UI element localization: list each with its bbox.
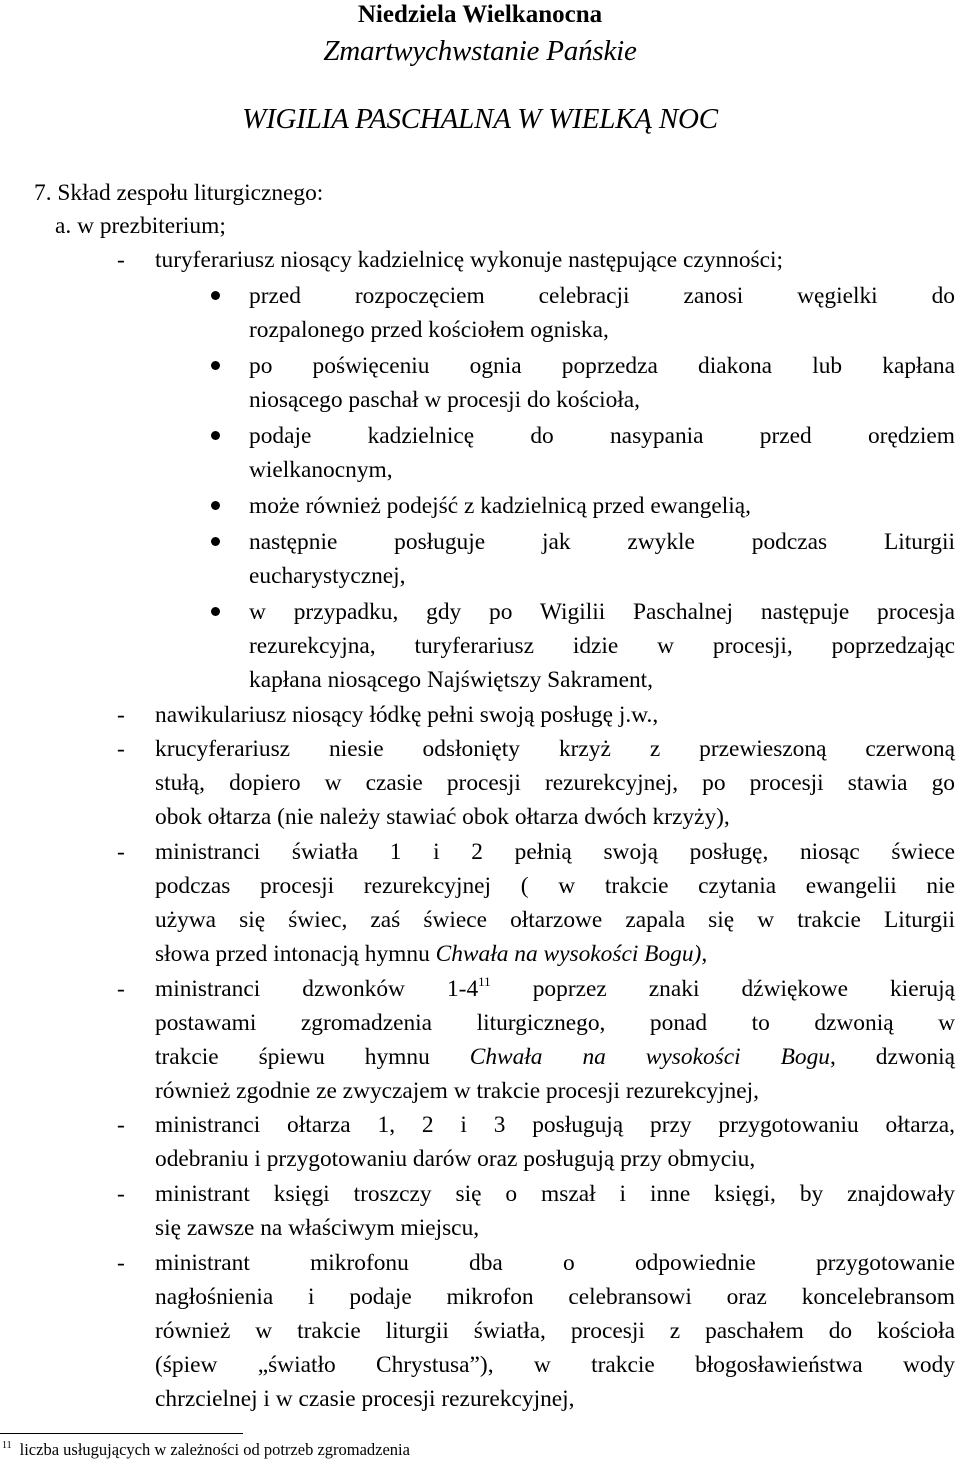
role-mic-line: (śpiew „światło Chrystusa”), w trakcie błogosławieństwa wody: [155, 1352, 955, 1378]
role-boat-bearer: nawikulariusz niosący łódkę pełni swoją posługę j.w.,: [155, 702, 659, 728]
list-dash: -: [117, 702, 125, 728]
thurifer-intro: turyferariusz niosący kadzielnicę wykonuje następujące czynności;: [155, 247, 784, 273]
thurifer-task-line: eucharystycznej,: [249, 563, 406, 589]
role-light-line: ministranci światła 1 i 2 pełnią swoją posługę, niosąc świece: [155, 839, 955, 865]
role-bells-text: poprzez znaki dźwiękowe kierują: [490, 976, 955, 1002]
bullet-icon: [211, 431, 220, 440]
thurifer-task-line: może również podejść z kadzielnicą przed ewangelią,: [249, 493, 751, 519]
list-dash: -: [117, 1181, 125, 1207]
thurifer-task-line: kapłana niosącego Najświętszy Sakrament,: [249, 667, 654, 693]
role-light-line: używa się świec, zaś świece ołtarzowe zapala się w trakcie Liturgii: [155, 907, 955, 933]
bullet-icon: [211, 361, 220, 370]
role-bells-text: ministranci dzwonków 1-4: [155, 976, 479, 1002]
hymn-title: Chwała na wysokości Bogu: [469, 1044, 830, 1070]
page-title: Niedziela Wielkanocna: [357, 1, 603, 28]
thurifer-task-line: następnie posługuje jak zwykle podczas Liturgii: [249, 529, 955, 555]
bullet-icon: [211, 607, 220, 616]
thurifer-task-line: rezurekcyjna, turyferariusz idzie w procesji, poprzedzając: [249, 633, 955, 659]
role-books-line: ministrant księgi troszczy się o mszał i inne księgi, by znajdowały: [155, 1181, 955, 1207]
role-mic-line: również w trakcie liturgii światła, procesji z paschałem do kościoła: [155, 1318, 955, 1344]
list-dash: -: [117, 976, 125, 1002]
list-dash: -: [117, 247, 125, 273]
bullet-icon: [211, 291, 220, 300]
thurifer-task-line: rozpalonego przed kościołem ogniska,: [249, 317, 609, 343]
list-dash: -: [117, 1112, 125, 1138]
role-bells-line: postawami zgromadzenia liturgicznego, ponad to dzwonią w: [155, 1010, 955, 1036]
list-dash: -: [117, 736, 125, 762]
role-mic-line: nagłośnienia i podaje mikrofon celebransowi oraz koncelebransom: [155, 1284, 955, 1310]
section-heading: 7. Skład zespołu liturgicznego:: [34, 180, 324, 206]
role-mic-line: ministrant mikrofonu dba o odpowiednie przygotowanie: [155, 1250, 955, 1276]
footnote-mark: 11: [2, 1440, 12, 1451]
role-mic-line: chrzcielnej i w czasie procesji rezurekcyjnej,: [155, 1386, 575, 1412]
rite-heading: WIGILIA PASCHALNA W WIELKĄ NOC: [242, 103, 718, 135]
role-bells-line: [155, 972, 955, 1006]
role-bells-line: również zgodnie ze zwyczajem w trakcie procesji rezurekcyjnej,: [155, 1078, 759, 1104]
bullet-icon: [211, 537, 220, 546]
thurifer-task-line: wielkanocnym,: [249, 457, 393, 483]
role-crucifer-line: obok ołtarza (nie należy stawiać obok ołtarza dwóch krzyży),: [155, 804, 730, 830]
role-crucifer-line: krucyferariusz niesie odsłonięty krzyż z przewieszoną czerwoną: [155, 736, 955, 762]
thurifer-task-line: po poświęceniu ognia poprzedza diakona lub kapłana: [249, 353, 955, 379]
sub-heading: a. w prezbiterium;: [55, 213, 226, 239]
role-light-line: podczas procesji rezurekcyjnej ( w trakcie czytania ewangelii nie: [155, 873, 955, 899]
footnote-ref: 11: [478, 974, 491, 989]
footnote: [2, 1438, 410, 1462]
thurifer-task-line: przed rozpoczęciem celebracji zanosi węgielki do: [249, 283, 955, 309]
role-crucifer-line: stułą, dopiero w czasie procesji rezurekcyjnej, po procesji stawia go: [155, 770, 955, 796]
page-subtitle: Zmartwychwstanie Pańskie: [323, 35, 637, 67]
role-bells-text: trakcie śpiewu hymnu: [155, 1044, 470, 1070]
role-books-line: się zawsze na właściwym miejscu,: [155, 1215, 480, 1241]
list-dash: -: [117, 1250, 125, 1276]
footnote-text: liczba usługujących w zależności od potrzeb zgromadzenia: [19, 1440, 410, 1459]
footnote-divider: [0, 1433, 243, 1434]
thurifer-task-line: podaje kadzielnicę do nasypania przed orędziem: [249, 423, 955, 449]
role-light-text: słowa przed intonacją hymnu: [155, 941, 436, 967]
thurifer-task-line: niosącego paschał w procesji do kościoła,: [249, 387, 641, 413]
role-light-line: [155, 937, 707, 971]
bullet-icon: [211, 501, 220, 510]
thurifer-task-line: w przypadku, gdy po Wigilii Paschalnej następuje procesja: [249, 599, 955, 625]
hymn-title: Chwała na wysokości Bogu),: [435, 941, 708, 967]
role-bells-line: [155, 1040, 955, 1074]
list-dash: -: [117, 839, 125, 865]
role-altar-line: ministranci ołtarza 1, 2 i 3 posługują przy przygotowaniu ołtarza,: [155, 1112, 955, 1138]
role-altar-line: odebraniu i przygotowaniu darów oraz posługują przy obmyciu,: [155, 1146, 756, 1172]
role-bells-text: , dzwonią: [829, 1044, 956, 1070]
